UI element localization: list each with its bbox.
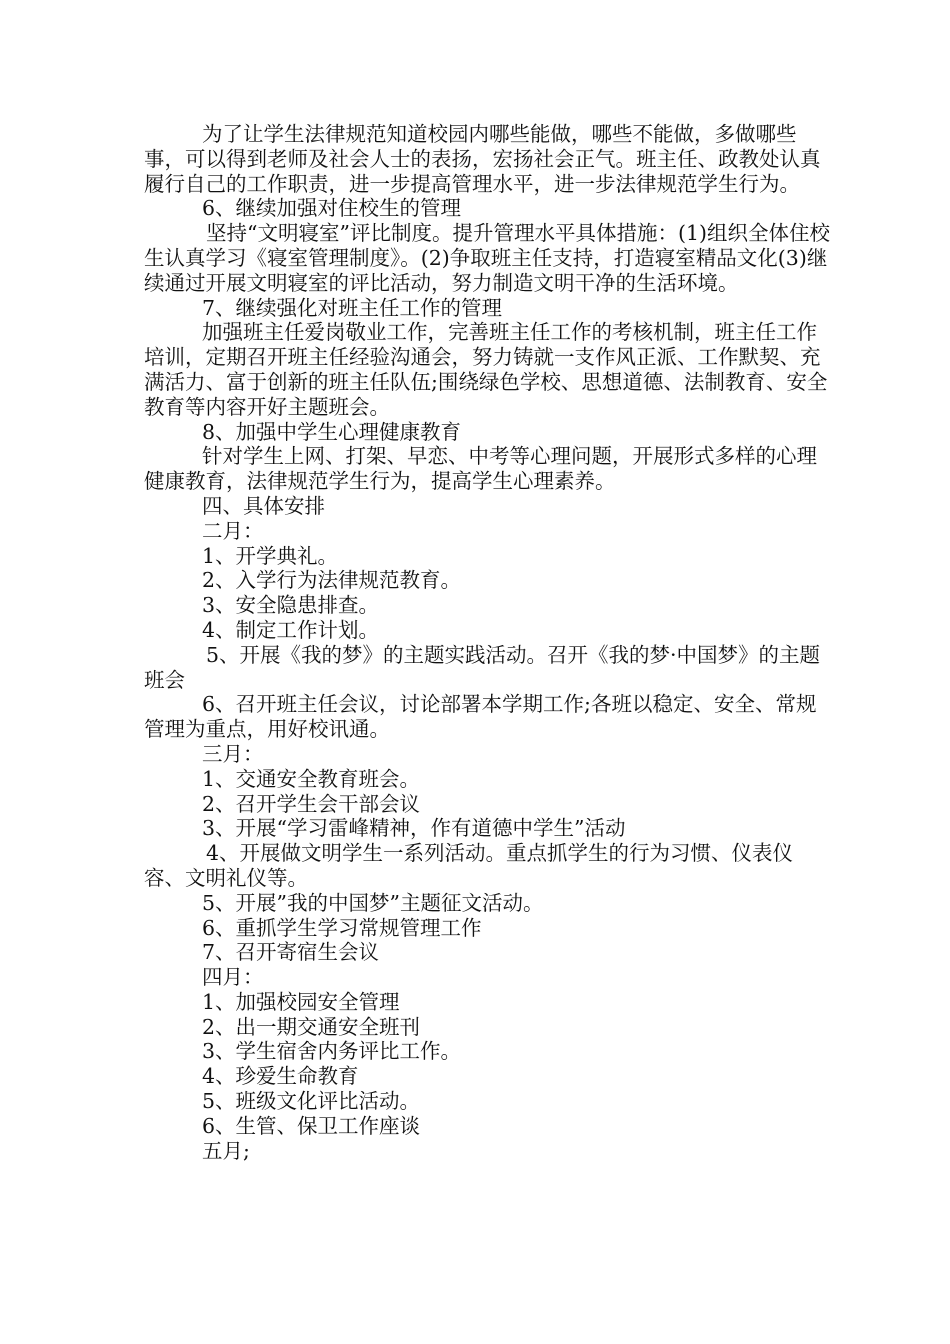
list-item: 2、入学行为法律规范教育。: [202, 568, 462, 593]
month-heading-february: 二月：: [202, 518, 264, 543]
list-item: 4、开展做文明学生一系列活动。重点抓学生的行为习惯、仪表仪容、文明礼仪等。: [144, 841, 794, 890]
list-item: 4、珍爱生命教育: [202, 1064, 359, 1089]
list-item: 2、召开学生会干部会议: [202, 791, 421, 816]
paragraph-class-teacher: 加强班主任爱岗敬业工作，完善班主任工作的考核机制，班主任工作培训，定期召开班主任经验沟通会，努力铸就一支作风正派、工作默契、充满活力、富于创新的班主任队伍;围绕绿色学校、思想道德、法制教育、安全教育等内容开好主题班会。: [144, 320, 828, 419]
list-item: 1、开学典礼。: [202, 543, 339, 568]
list-item: 6、重抓学生学习常规管理工作: [202, 915, 482, 940]
month-heading-may: 五月;: [202, 1138, 250, 1163]
list-item: 5、开展《我的梦》的主题实践活动。召开《我的梦·中国梦》的主题班会: [144, 642, 821, 692]
list-item: 3、开展“学习雷峰精神，作有道德中学生”活动: [202, 816, 626, 841]
list-item: 4、制定工作计划。: [202, 617, 380, 642]
list-item: 3、学生宿舍内务评比工作。: [202, 1039, 462, 1064]
list-item: 5、开展”我的中国梦”主题征文活动。: [202, 890, 544, 915]
month-heading-april: 四月：: [202, 965, 264, 990]
section-heading-schedule: 四、具体安排: [202, 493, 325, 518]
month-heading-march: 三月：: [202, 741, 264, 766]
list-item: 1、加强校园安全管理: [202, 989, 400, 1014]
document-body: [144, 122, 834, 1163]
list-item: 1、交通安全教育班会。: [202, 766, 421, 791]
list-item: 7、召开寄宿生会议: [202, 940, 380, 965]
list-item: 3、安全隐患排查。: [202, 593, 380, 618]
heading-item-6: 6、继续加强对住校生的管理: [202, 196, 462, 221]
paragraph-intro: 为了让学生法律规范知道校园内哪些能做，哪些不能做，多做哪些事，可以得到老师及社会人士的表扬，宏扬社会正气。班主任、政教处认真履行自己的工作职责，进一步提高管理水平，进一步法律规范学生行为。: [144, 122, 821, 196]
paragraph-mental-health: 针对学生上网、打架、早恋、中考等心理问题，开展形式多样的心理健康教育，法律规范学生行为，提高学生心理素养。: [144, 444, 817, 494]
heading-item-8: 8、加强中学生心理健康教育: [202, 419, 462, 444]
list-item: 6、生管、保卫工作座谈: [202, 1113, 421, 1138]
list-item: 5、班级文化评比活动。: [202, 1089, 421, 1114]
list-item: 6、召开班主任会议，讨论部署本学期工作;各班以稳定、安全、常规管理为重点，用好校讯通。: [144, 692, 817, 742]
heading-item-7: 7、继续强化对班主任工作的管理: [202, 295, 503, 320]
list-item: 2、出一期交通安全班刊: [202, 1014, 421, 1039]
paragraph-dorm: 坚持“文明寝室”评比制度。提升管理水平具体措施：(1)组织全体住校生认真学习《寝室管理制度》。(2)争取班主任支持，打造寝室精品文化(3)继续通过开展文明寝室的评比活动，努力制造文明干净的生活环境。: [144, 221, 830, 295]
